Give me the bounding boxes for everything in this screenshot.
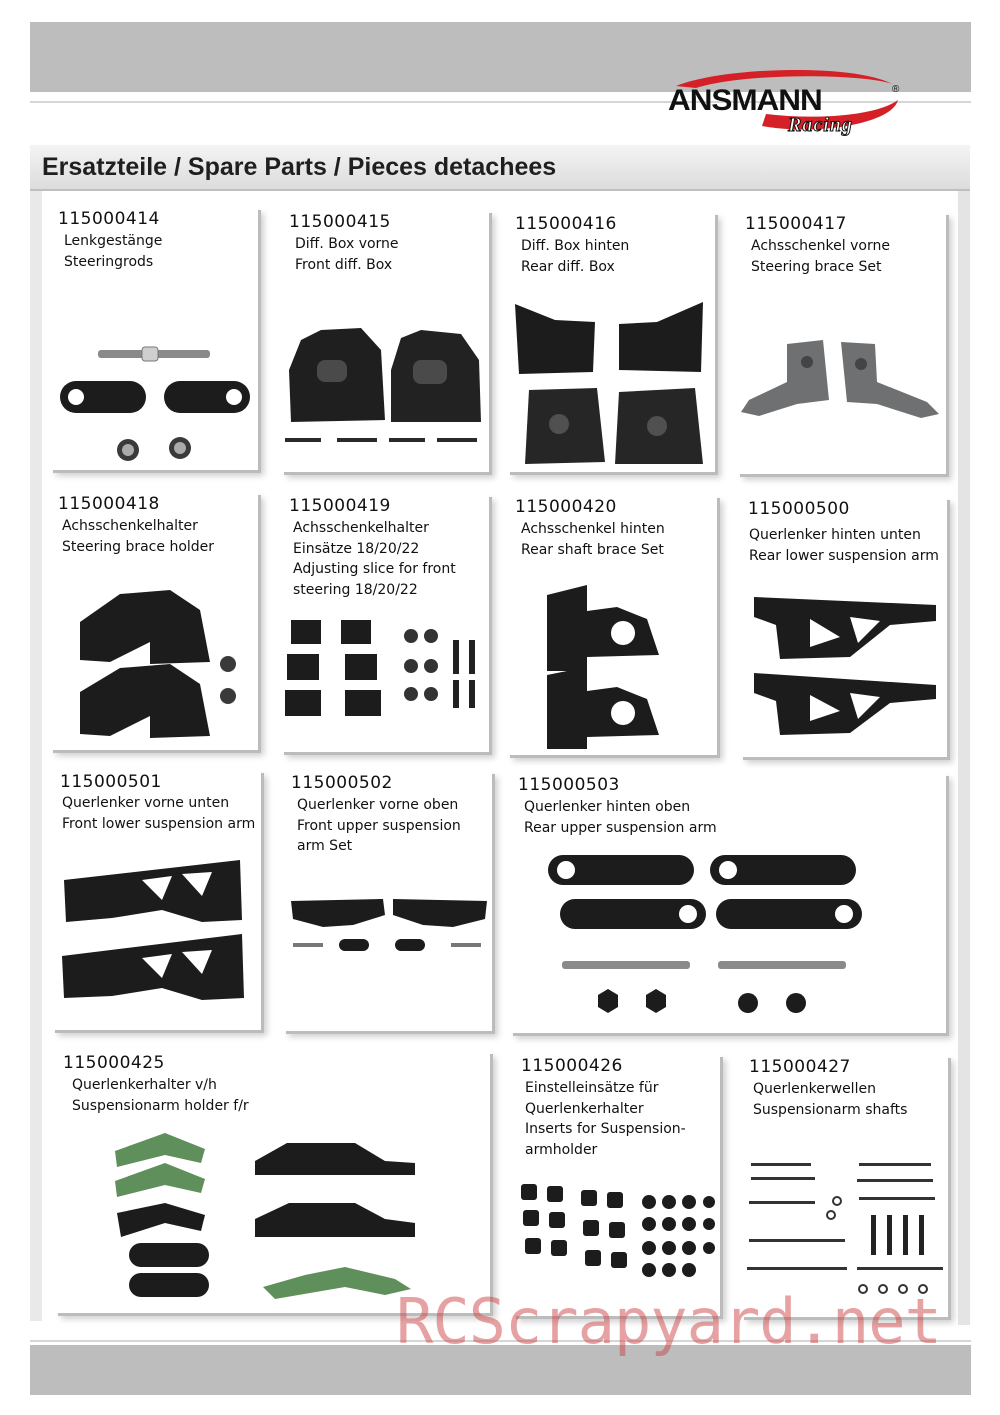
- desc-line: Steering brace holder: [62, 538, 215, 555]
- desc-line: Querlenkerhalter: [525, 1100, 644, 1117]
- brand-name: ANSMANN: [668, 84, 822, 117]
- suspensionarm-shafts-image: [741, 1055, 948, 1317]
- brand-subtitle: Racing: [788, 114, 853, 136]
- rear-shaft-brace-image: [507, 495, 717, 755]
- front-upper-arm-image: [283, 771, 492, 1031]
- desc-line: Achsschenkelhalter: [62, 518, 198, 534]
- steering-brace-image: [737, 212, 946, 474]
- part-card-115000415: [281, 210, 489, 472]
- desc-line: armholder: [525, 1141, 598, 1158]
- desc-line: Rear lower suspension arm: [749, 547, 939, 564]
- desc-line: Achsschenkelhalter: [293, 520, 429, 536]
- desc-line: Einsätze 18/20/22: [293, 540, 420, 557]
- desc-line: Front upper suspension: [297, 817, 461, 834]
- part-number: 115000426: [521, 1056, 623, 1076]
- part-number: 115000503: [518, 775, 620, 795]
- ansmann-racing-logo: [664, 70, 904, 142]
- desc-line: Einstelleinsätze für: [525, 1080, 659, 1096]
- desc-line: Adjusting slice for front: [293, 561, 456, 577]
- part-card-115000418: [50, 492, 258, 750]
- steering-brace-holder-image: [50, 492, 258, 750]
- desc-line: steering 18/20/22: [293, 581, 418, 598]
- watermark: RCScrapyard.net: [396, 1285, 941, 1358]
- rear-diff-box-image: [507, 212, 715, 472]
- desc-line: Querlenker hinten oben: [524, 799, 691, 815]
- desc-line: Diff. Box vorne: [295, 236, 399, 252]
- part-number: 115000420: [515, 497, 617, 517]
- desc-line: Lenkgestänge: [64, 233, 163, 249]
- part-number: 115000501: [60, 772, 162, 792]
- desc-line: Steeringrods: [64, 253, 154, 270]
- front-lower-arm-image: [52, 770, 261, 1030]
- section-title-bar: [30, 145, 970, 191]
- part-number: 115000418: [58, 494, 160, 514]
- part-card-115000419: [281, 494, 489, 752]
- desc-line: Steering brace Set: [751, 258, 882, 275]
- desc-line: Front lower suspension arm: [62, 815, 256, 832]
- front-diff-box-image: [281, 210, 489, 472]
- part-card-115000417: [737, 212, 946, 474]
- desc-line: Rear diff. Box: [521, 258, 615, 275]
- part-number: 115000416: [515, 214, 617, 234]
- part-card-115000502: [283, 771, 492, 1031]
- suspensionarm-holder-image: [55, 1051, 490, 1313]
- part-number: 115000500: [748, 499, 850, 519]
- part-number: 115000419: [289, 496, 391, 516]
- part-card-115000425: [55, 1051, 490, 1313]
- part-card-115000501: [52, 770, 261, 1030]
- adjusting-slice-image: [281, 494, 489, 752]
- desc-line: Querlenker vorne unten: [62, 795, 230, 811]
- part-number: 115000414: [58, 209, 160, 229]
- desc-line: Rear shaft brace Set: [521, 541, 664, 558]
- desc-line: Front diff. Box: [295, 256, 393, 273]
- part-card-115000426: [513, 1054, 720, 1316]
- desc-line: Querlenker hinten unten: [749, 527, 921, 543]
- desc-line: Suspensionarm shafts: [753, 1101, 908, 1118]
- part-number: 115000502: [291, 773, 393, 793]
- desc-line: Inserts for Suspension-: [525, 1121, 686, 1137]
- part-number: 115000415: [289, 212, 391, 232]
- rear-upper-arm-image: [510, 773, 946, 1033]
- page-title: Ersatzteile / Spare Parts / Pieces detachees: [42, 153, 557, 181]
- left-shadow: [30, 191, 42, 1321]
- rear-lower-arm-image: [740, 497, 947, 757]
- part-number: 115000427: [749, 1057, 851, 1077]
- desc-line: arm Set: [297, 838, 353, 854]
- steeringrods-image: [50, 207, 258, 470]
- desc-line: Querlenker vorne oben: [297, 797, 459, 813]
- suspension-inserts-image: [513, 1054, 720, 1316]
- part-number: 115000425: [63, 1053, 165, 1073]
- part-card-115000420: [507, 495, 717, 755]
- desc-line: Diff. Box hinten: [521, 238, 630, 254]
- desc-line: Rear upper suspension arm: [524, 819, 717, 836]
- desc-line: Querlenkerwellen: [753, 1081, 876, 1097]
- part-card-115000416: [507, 212, 715, 472]
- desc-line: Suspensionarm holder f/r: [72, 1097, 249, 1114]
- desc-line: Achsschenkel hinten: [521, 521, 665, 537]
- part-card-115000500: [740, 497, 947, 757]
- right-shadow: [958, 145, 970, 1325]
- part-card-115000503: [510, 773, 946, 1033]
- part-number: 115000417: [745, 214, 847, 234]
- part-card-115000414: [50, 207, 258, 470]
- registered-mark: ®: [892, 84, 900, 95]
- desc-line: Achsschenkel vorne: [751, 238, 890, 254]
- part-card-115000427: [741, 1055, 948, 1317]
- desc-line: Querlenkerhalter v/h: [72, 1077, 217, 1093]
